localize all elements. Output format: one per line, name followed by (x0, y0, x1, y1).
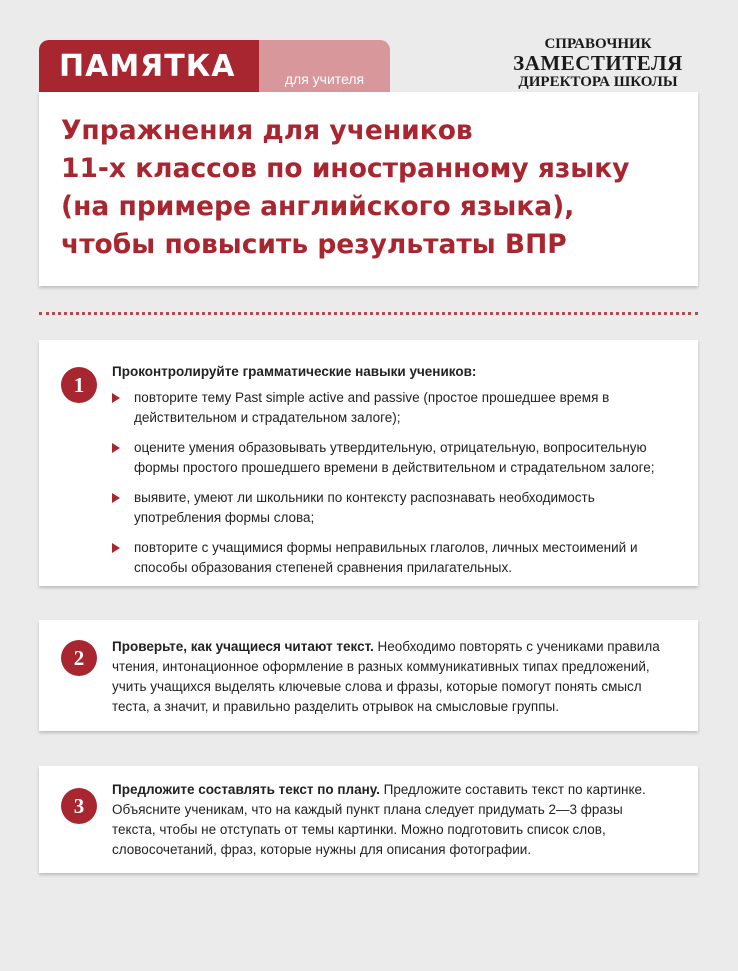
publication-logo (498, 36, 698, 91)
memo-tag-label: ПАМЯТКА (59, 48, 236, 84)
page-title: Упражнения для учеников 11-х классов по иностранному языку (на примере английского языка), чтобы повысить результаты ВПР (61, 115, 630, 260)
tip-card-content (112, 780, 668, 860)
list-item-text: выявите, умеют ли школьники по контексту распознавать необходимость употребления формы слова; (134, 490, 595, 525)
bullet-arrow-icon (112, 493, 120, 503)
step-number-badge: 2 (61, 640, 97, 676)
dotted-divider (39, 312, 698, 315)
tip-card-text: Предложите составить текст по картинке. Объясните ученикам, что на каждый пункт плана следует придумать 2—3 фразы текста, чтобы не отступать от темы картинки. Можно подготовить список слов, словосочетаний, фраз, которые нужны для описания фотографии. (112, 782, 646, 857)
title-panel (39, 92, 698, 286)
logo-line-1: СПРАВОЧНИК (544, 36, 652, 52)
tip-card-content (112, 362, 668, 588)
list-item-text: повторите тему Past simple active and passive (простое прошедшее время в действительном и страдательном залоге); (134, 390, 610, 425)
tip-card-text: Необходимо повторять с учениками правила чтения, интонационное оформление в разных коммуникативных типах предложений, учить учащихся выделять ключевые слова и фразы, которые помогут понять смысл теста, а значит, и правильно разделить отрывок на смысловые группы. (112, 639, 660, 714)
bullet-arrow-icon (112, 543, 120, 553)
tip-card-lead: Предложите составлять текст по плану. (112, 782, 380, 797)
list-item (112, 488, 668, 528)
tip-card-3 (39, 766, 698, 873)
tip-card-content (112, 637, 668, 717)
tip-card-1 (39, 340, 698, 586)
tip-card-2 (39, 620, 698, 731)
bullet-arrow-icon (112, 443, 120, 453)
list-item-text: повторите с учащимися формы неправильных глаголов, личных местоимений и способы образования степеней сравнения прилагательных. (134, 540, 638, 575)
logo-line-2: ЗАМЕСТИТЕЛЯ (513, 51, 683, 75)
audience-tag-label: для учителя (284, 71, 365, 87)
tip-card-lead: Проверьте, как учащиеся читают текст. (112, 639, 374, 654)
list-item-text: оцените умения образовывать утвердительную, отрицательную, вопросительную формы простого прошедшего времени в действительном и страдательном залоге; (134, 440, 655, 475)
audience-tag (259, 40, 390, 92)
tip-card-heading: Проконтролируйте грамматические навыки учеников: (112, 364, 477, 379)
bullet-arrow-icon (112, 393, 120, 403)
list-item (112, 438, 668, 478)
tip-list (112, 388, 668, 578)
list-item (112, 538, 668, 578)
logo-line-3: ДИРЕКТОРА ШКОЛЫ (518, 74, 678, 90)
memo-tag (39, 40, 259, 92)
list-item (112, 388, 668, 428)
step-number-badge: 1 (61, 367, 97, 403)
step-number-badge: 3 (61, 788, 97, 824)
